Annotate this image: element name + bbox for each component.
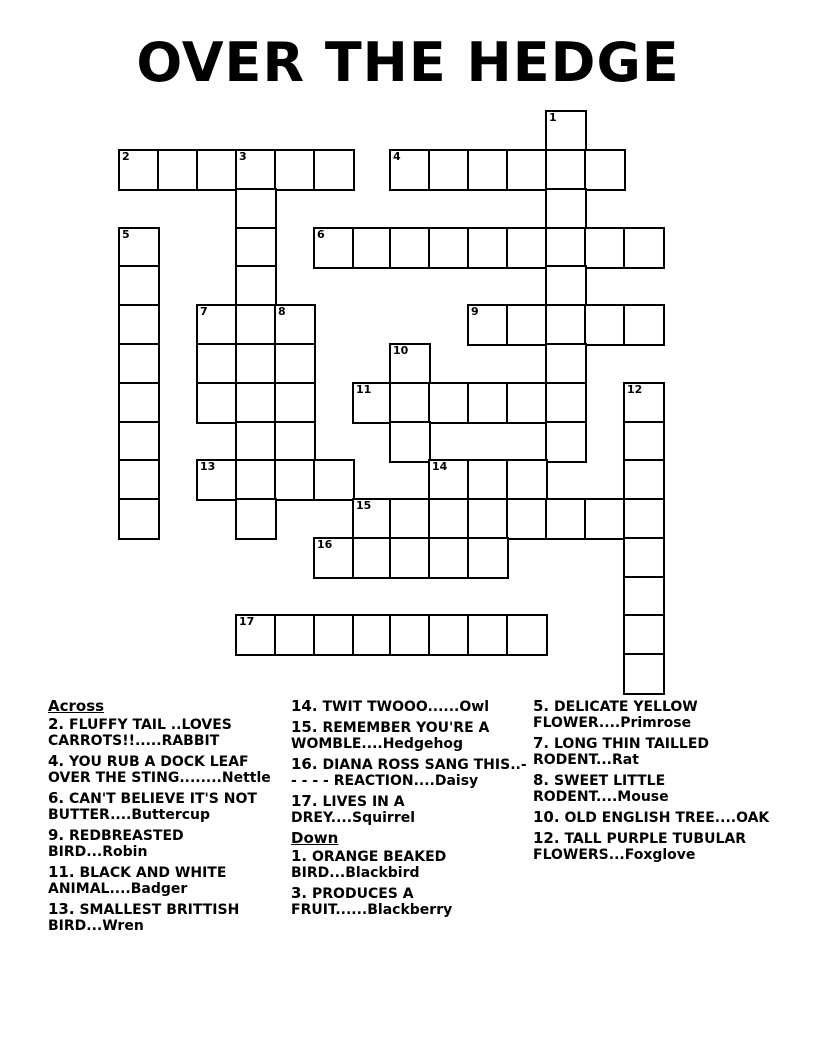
clues-heading: Across <box>48 697 105 715</box>
clue-item <box>48 790 286 823</box>
clue-number: 15 <box>356 499 372 512</box>
clue-item-text: LIVES IN A DREY....Squirrel <box>291 794 416 826</box>
clue-item <box>48 827 286 860</box>
clue-item-number: 1. <box>291 847 308 865</box>
grid-cell[interactable] <box>118 421 160 463</box>
grid-cell[interactable] <box>584 149 626 191</box>
clue-item-number: 4. <box>48 752 65 770</box>
grid-cell[interactable] <box>313 149 355 191</box>
grid-cell[interactable] <box>118 265 160 307</box>
grid-cell[interactable] <box>118 459 160 501</box>
grid-cell[interactable] <box>157 149 199 191</box>
clue-item-text: DIANA ROSS SANG THIS..- - - - - REACTION....Daisy <box>291 757 527 789</box>
grid-cell[interactable] <box>545 498 587 540</box>
grid-cell[interactable] <box>623 382 665 424</box>
grid-cell[interactable] <box>545 110 587 152</box>
grid-cell[interactable] <box>467 304 509 346</box>
grid-cell[interactable] <box>428 382 470 424</box>
grid-cell[interactable] <box>235 459 277 501</box>
grid-cell[interactable] <box>584 498 626 540</box>
clues-column-3 <box>533 698 773 867</box>
grid-cell[interactable] <box>274 382 316 424</box>
clue-number: 7 <box>200 305 208 318</box>
grid-cell[interactable] <box>235 498 277 540</box>
clue-item-text: SWEET LITTLE RODENT....Mouse <box>533 773 669 805</box>
grid-cell[interactable] <box>235 227 277 269</box>
grid-cell[interactable] <box>235 265 277 307</box>
grid-cell[interactable] <box>623 537 665 579</box>
grid-cell[interactable] <box>428 227 470 269</box>
clue-item <box>533 809 773 826</box>
clue-item-text: CAN'T BELIEVE IT'S NOT BUTTER....Buttercup <box>48 791 257 823</box>
grid-cell[interactable] <box>545 382 587 424</box>
clue-item <box>291 756 527 789</box>
grid-cell[interactable] <box>118 149 160 191</box>
grid-cell[interactable] <box>545 149 587 191</box>
clue-item-number: 17. <box>291 792 318 810</box>
grid-cell[interactable] <box>428 149 470 191</box>
grid-cell[interactable] <box>196 459 238 501</box>
grid-cell[interactable] <box>235 188 277 230</box>
grid-cell[interactable] <box>389 343 431 385</box>
clue-item-number: 5. <box>533 697 550 715</box>
clue-number: 12 <box>627 383 643 396</box>
clue-number: 16 <box>317 538 333 551</box>
clue-item-text: LONG THIN TAILLED RODENT...Rat <box>533 736 710 768</box>
grid-cell[interactable] <box>467 537 509 579</box>
clue-number: 17 <box>239 615 255 628</box>
clues-column-1 <box>48 698 286 938</box>
grid-cell[interactable] <box>235 382 277 424</box>
clue-item-number: 3. <box>291 884 308 902</box>
clues-heading: Down <box>291 829 339 847</box>
grid-cell[interactable] <box>623 459 665 501</box>
grid-cell[interactable] <box>545 265 587 307</box>
clue-number: 14 <box>432 460 448 473</box>
grid-cell[interactable] <box>506 149 548 191</box>
grid-cell[interactable] <box>352 614 394 656</box>
grid-cell[interactable] <box>118 382 160 424</box>
clue-number: 8 <box>278 305 286 318</box>
clue-item-text: REMEMBER YOU'RE A WOMBLE....Hedgehog <box>291 720 490 752</box>
grid-cell[interactable] <box>274 149 316 191</box>
clue-item <box>533 735 773 768</box>
grid-cell[interactable] <box>428 614 470 656</box>
grid-cell[interactable] <box>389 421 431 463</box>
clue-item <box>533 698 773 731</box>
clue-item-text: DELICATE YELLOW FLOWER....Primrose <box>533 699 698 731</box>
clue-item <box>48 716 286 749</box>
grid-cell[interactable] <box>506 382 548 424</box>
grid-cell[interactable] <box>467 382 509 424</box>
grid-cell[interactable] <box>389 149 431 191</box>
grid-cell[interactable] <box>196 382 238 424</box>
clue-item-text: PRODUCES A FRUIT......Blackberry <box>291 886 453 918</box>
clue-number: 2 <box>122 150 130 163</box>
clue-item <box>48 901 286 934</box>
clue-item <box>533 772 773 805</box>
clue-item-text: OLD ENGLISH TREE....OAK <box>559 810 770 826</box>
grid-cell[interactable] <box>467 498 509 540</box>
grid-cell[interactable] <box>545 304 587 346</box>
clue-item-text: BLACK AND WHITE ANIMAL....Badger <box>48 865 227 897</box>
page-title: OVER THE HEDGE <box>136 31 680 94</box>
grid-cell[interactable] <box>196 343 238 385</box>
grid-cell[interactable] <box>545 343 587 385</box>
clues-column-2 <box>291 698 527 922</box>
grid-cell[interactable] <box>352 382 394 424</box>
grid-cell[interactable] <box>352 537 394 579</box>
clue-item-number: 10. <box>533 808 560 826</box>
grid-cell[interactable] <box>235 343 277 385</box>
grid-cell[interactable] <box>389 537 431 579</box>
clue-item <box>291 719 527 752</box>
clue-item-number: 6. <box>48 789 65 807</box>
grid-cell[interactable] <box>118 498 160 540</box>
grid-cell[interactable] <box>467 149 509 191</box>
clue-item-text: ORANGE BEAKED BIRD...Blackbird <box>291 849 447 881</box>
clue-item <box>533 830 773 863</box>
clue-item <box>48 864 286 897</box>
grid-cell[interactable] <box>623 653 665 695</box>
clue-item-number: 11. <box>48 863 75 881</box>
grid-cell[interactable] <box>274 343 316 385</box>
grid-cell[interactable] <box>623 498 665 540</box>
grid-cell[interactable] <box>274 421 316 463</box>
grid-cell[interactable] <box>352 498 394 540</box>
grid-cell[interactable] <box>506 227 548 269</box>
clue-item-text: SMALLEST BRITTISH BIRD...Wren <box>48 902 240 934</box>
grid-cell[interactable] <box>196 149 238 191</box>
grid-cell[interactable] <box>389 227 431 269</box>
grid-cell[interactable] <box>584 304 626 346</box>
clue-item <box>291 698 527 715</box>
grid-cell[interactable] <box>235 304 277 346</box>
grid-cell[interactable] <box>545 421 587 463</box>
grid-cell[interactable] <box>506 498 548 540</box>
clue-number: 13 <box>200 460 216 473</box>
clue-item <box>291 848 527 881</box>
clue-item-text: TWIT TWOOO......Owl <box>317 699 490 715</box>
clue-item-number: 9. <box>48 826 65 844</box>
clue-item-number: 2. <box>48 715 65 733</box>
grid-cell[interactable] <box>428 498 470 540</box>
grid-cell[interactable] <box>118 304 160 346</box>
grid-cell[interactable] <box>389 614 431 656</box>
grid-cell[interactable] <box>623 614 665 656</box>
grid-cell[interactable] <box>428 459 470 501</box>
grid-cell[interactable] <box>196 304 238 346</box>
clue-item-number: 13. <box>48 900 75 918</box>
grid-cell[interactable] <box>274 614 316 656</box>
clue-item-number: 15. <box>291 718 318 736</box>
clue-item-text: FLUFFY TAIL ..LOVES CARROTS!!.....RABBIT <box>48 717 232 749</box>
clue-item-number: 14. <box>291 697 318 715</box>
grid-cell[interactable] <box>623 304 665 346</box>
grid-cell[interactable] <box>506 614 548 656</box>
clue-item <box>291 885 527 918</box>
grid-cell[interactable] <box>623 576 665 618</box>
clue-item-text: YOU RUB A DOCK LEAF OVER THE STING........Nettle <box>48 754 271 786</box>
grid-cell[interactable] <box>118 227 160 269</box>
grid-cell[interactable] <box>545 227 587 269</box>
grid-cell[interactable] <box>274 459 316 501</box>
clue-item <box>48 753 286 786</box>
clue-item-number: 12. <box>533 829 560 847</box>
clue-number: 5 <box>122 228 130 241</box>
grid-cell[interactable] <box>235 149 277 191</box>
clue-number: 4 <box>393 150 401 163</box>
clue-number: 9 <box>471 305 479 318</box>
grid-cell[interactable] <box>235 421 277 463</box>
grid-cell[interactable] <box>389 498 431 540</box>
clue-number: 6 <box>317 228 325 241</box>
grid-cell[interactable] <box>623 421 665 463</box>
grid-cell[interactable] <box>118 343 160 385</box>
grid-cell[interactable] <box>584 227 626 269</box>
clue-item-number: 7. <box>533 734 550 752</box>
grid-cell[interactable] <box>467 227 509 269</box>
grid-cell[interactable] <box>235 614 277 656</box>
grid-cell[interactable] <box>428 537 470 579</box>
clue-number: 1 <box>549 111 557 124</box>
grid-cell[interactable] <box>313 227 355 269</box>
clue-number: 10 <box>393 344 409 357</box>
grid-cell[interactable] <box>313 614 355 656</box>
grid-cell[interactable] <box>352 227 394 269</box>
grid-cell[interactable] <box>623 227 665 269</box>
grid-cell[interactable] <box>545 188 587 230</box>
grid-cell[interactable] <box>274 304 316 346</box>
clue-number: 3 <box>239 150 247 163</box>
grid-cell[interactable] <box>467 614 509 656</box>
grid-cell[interactable] <box>467 459 509 501</box>
clue-item <box>291 793 527 826</box>
clue-item-text: TALL PURPLE TUBULAR FLOWERS...Foxglove <box>533 831 746 863</box>
grid-cell[interactable] <box>313 537 355 579</box>
clue-item-text: REDBREASTED BIRD...Robin <box>48 828 184 860</box>
grid-cell[interactable] <box>506 459 548 501</box>
grid-cell[interactable] <box>389 382 431 424</box>
grid-cell[interactable] <box>313 459 355 501</box>
clue-item-number: 8. <box>533 771 550 789</box>
clue-item-number: 16. <box>291 755 318 773</box>
grid-cell[interactable] <box>506 304 548 346</box>
clue-number: 11 <box>356 383 372 396</box>
